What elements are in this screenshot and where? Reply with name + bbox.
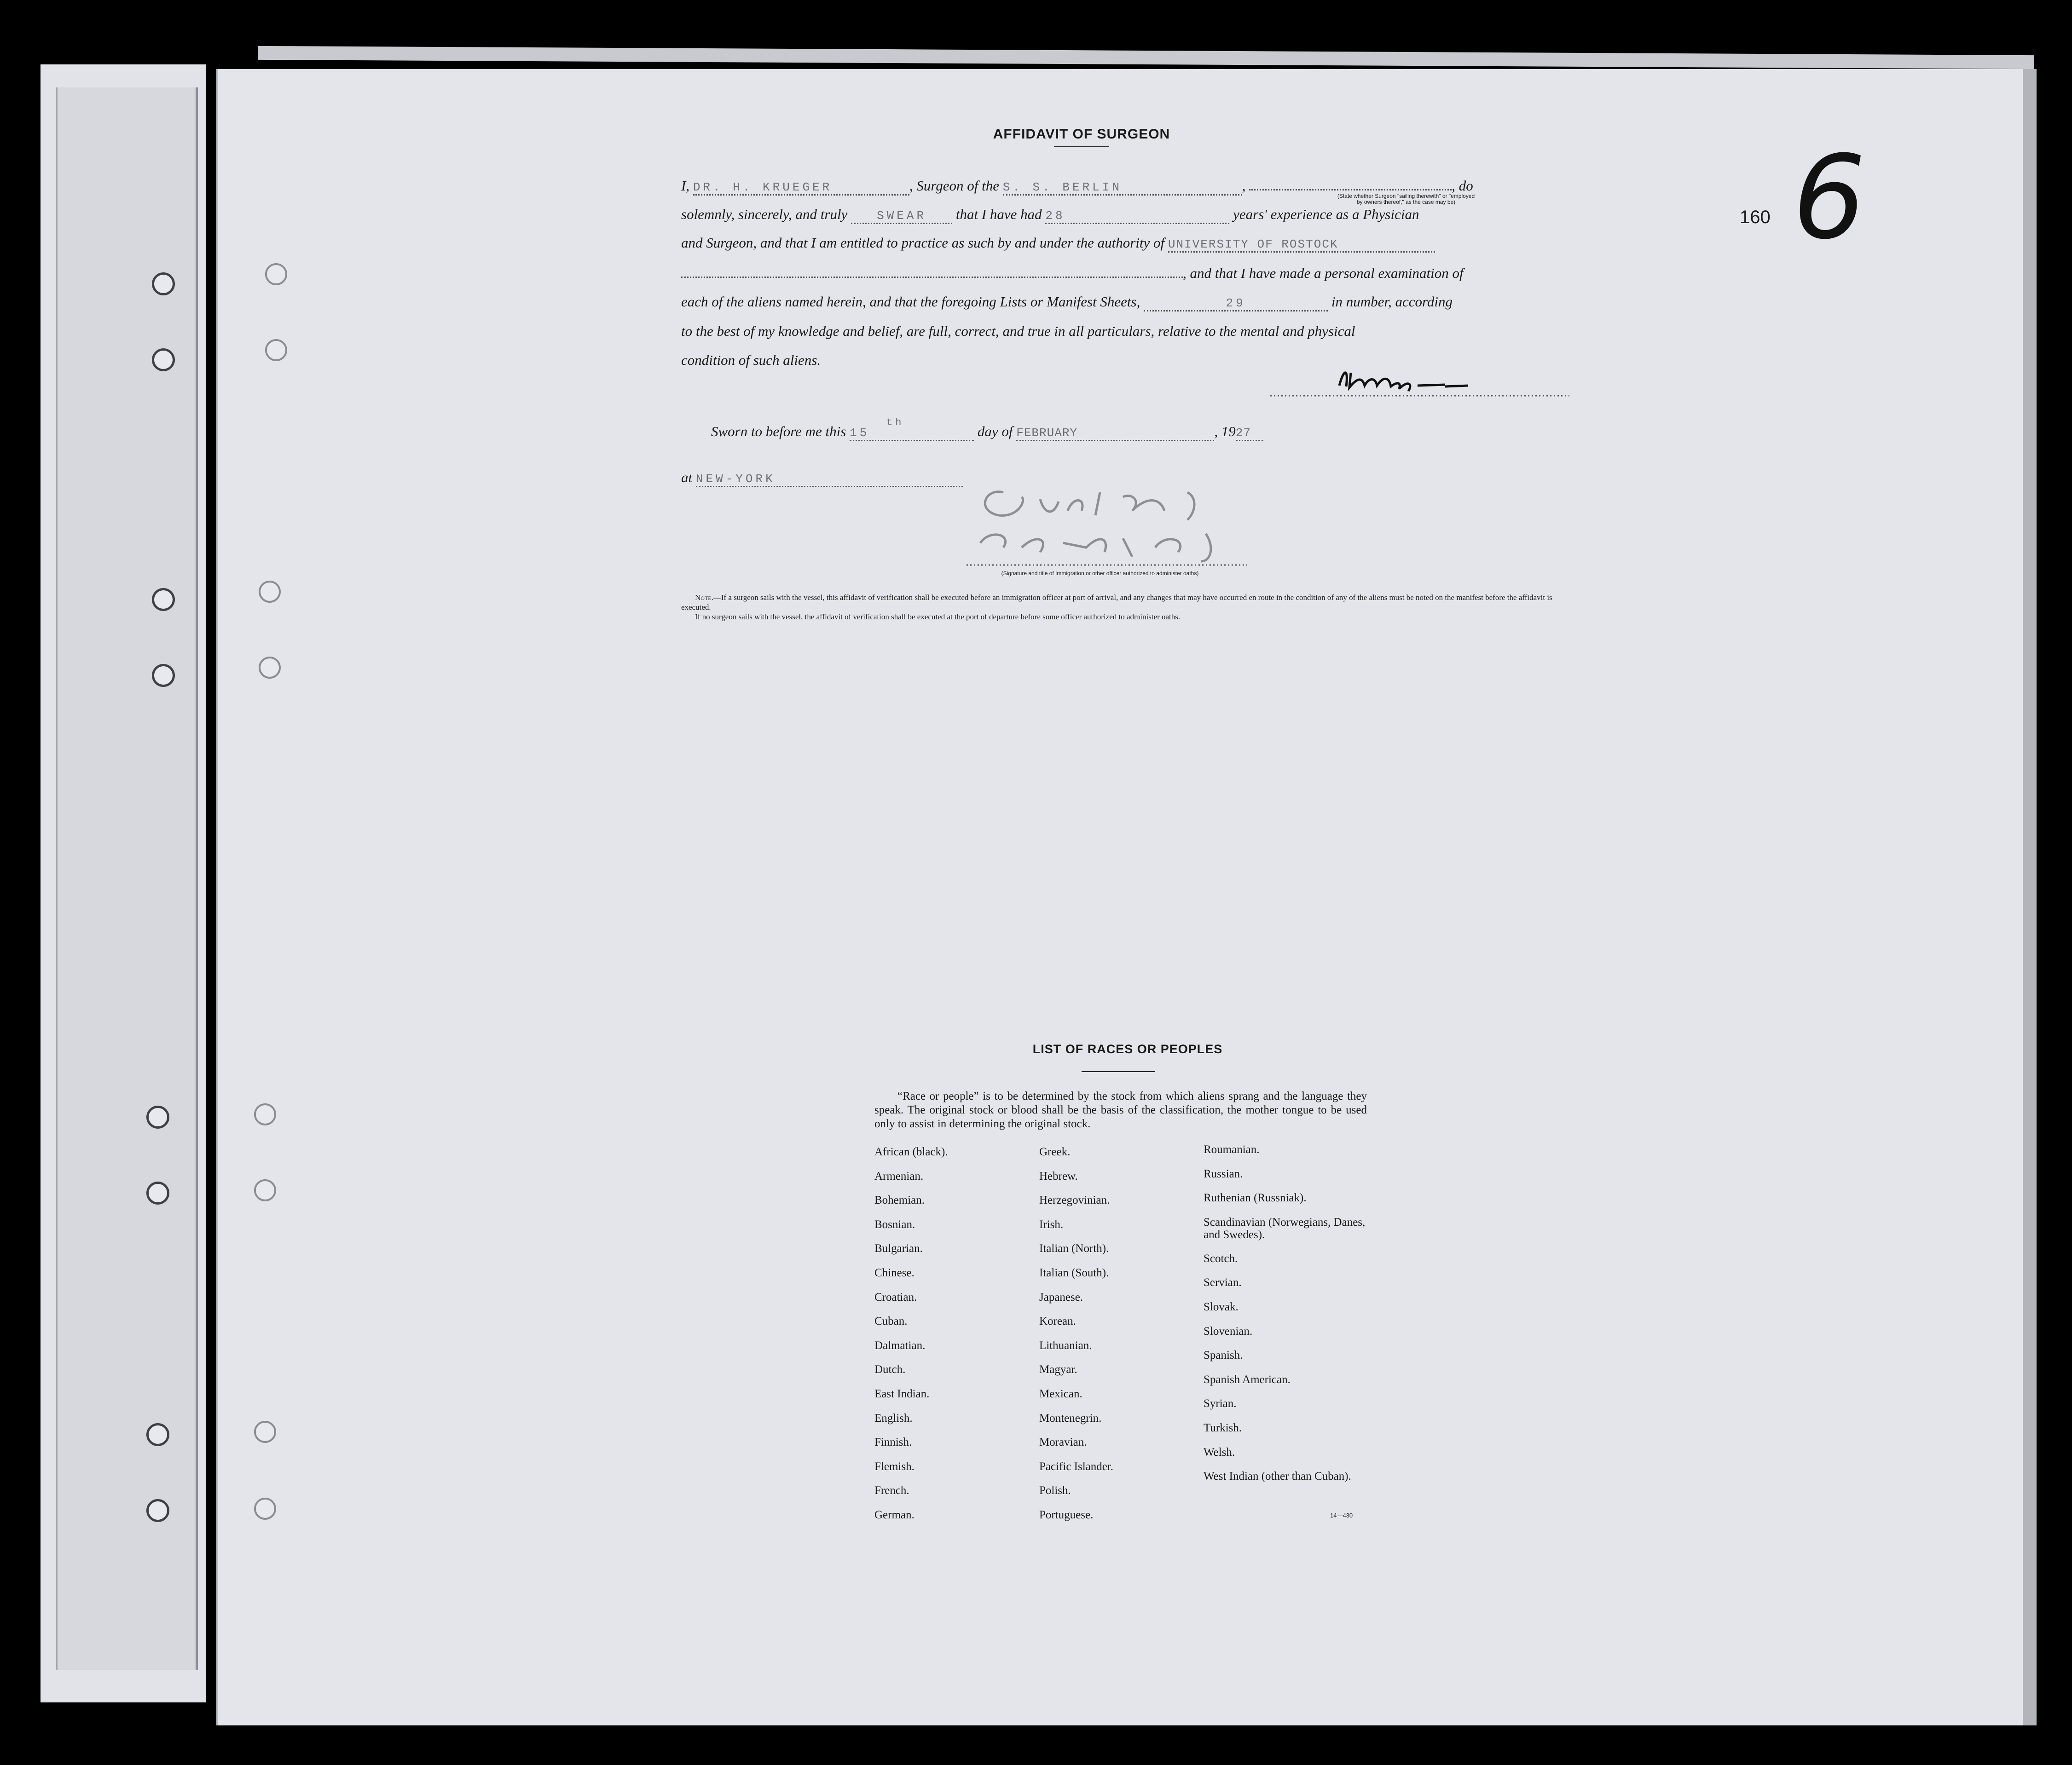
race-item: Herzegovinian. (1039, 1194, 1110, 1207)
race-item: Servian. (1204, 1276, 1242, 1289)
binder-hole (152, 664, 175, 687)
race-item: Bohemian. (874, 1194, 925, 1207)
sworn-line: Sworn to before me this 15 th day of FEBRUARY , 1927 (711, 423, 1263, 441)
race-item: Italian (South). (1039, 1266, 1109, 1279)
affidavit-heading: AFFIDAVIT OF SURGEON (993, 127, 1170, 142)
affidavit-line-7: condition of such aliens. (681, 352, 821, 368)
race-item: Spanish. (1204, 1349, 1243, 1362)
race-item: Greek. (1039, 1146, 1071, 1158)
sworn-place-line: at NEW-YORK (681, 469, 963, 487)
races-col-1 (874, 1146, 1022, 1533)
races-col-3 (1204, 1143, 1374, 1498)
race-item: Russian. (1204, 1167, 1243, 1180)
sworn-place: NEW-YORK (696, 472, 963, 487)
surgeon-name: DR. H. KRUEGER (693, 180, 909, 196)
surgeon-signature (1270, 363, 1569, 400)
binder-hole (152, 348, 175, 371)
race-item: Welsh. (1204, 1446, 1235, 1459)
race-item: Scandinavian (Norwegians, Danes, and Swedes). (1204, 1216, 1366, 1241)
race-item: Scotch. (1204, 1252, 1238, 1265)
race-item: German. (874, 1508, 914, 1521)
race-item: Mexican. (1039, 1387, 1082, 1400)
race-item: Cuban. (874, 1315, 908, 1328)
binder-hole (152, 272, 175, 295)
race-item: Korean. (1039, 1315, 1076, 1328)
binder-hole (259, 657, 281, 679)
race-item: Flemish. (874, 1460, 914, 1473)
surgeon-status-note: (State whether Surgeon "sailing therewith" or "employed by owners thereof," as the case may be) (1337, 193, 1475, 205)
races-heading-rule (1082, 1071, 1155, 1072)
race-item: Slovak. (1204, 1300, 1239, 1313)
page-stack-top (258, 46, 2034, 69)
binder-hole (146, 1106, 169, 1129)
races-intro: “Race or people” is to be determined by the stock from which aliens sprang and the language they speak. The original stock or blood shall be the basis of the classification, the mother tongue to be used only to assist in determining the original stock. (874, 1090, 1367, 1130)
affidavit-line-5: each of the aliens named herein, and that the foregoing Lists or Manifest Sheets, 29 in number, according (681, 294, 1453, 311)
sworn-year: 27 (1236, 426, 1263, 441)
races-heading: LIST OF RACES OR PEOPLES (1032, 1042, 1223, 1056)
binder-edge (56, 87, 198, 1670)
race-item: Slovenian. (1204, 1325, 1253, 1338)
affidavit-line-2: solemnly, sincerely, and truly SWEAR that I have had 28 years' experience as a Physician (681, 206, 1419, 224)
race-item: English. (874, 1412, 913, 1425)
binder-hole (146, 1182, 169, 1205)
race-item: Magyar. (1039, 1363, 1077, 1376)
race-item: Roumanian. (1204, 1143, 1260, 1156)
race-item: Japanese. (1039, 1291, 1083, 1304)
ship-name: S. S. BERLIN (1003, 180, 1242, 196)
race-item: Irish. (1039, 1218, 1064, 1231)
page-number: 160 (1740, 207, 1771, 227)
race-item: East Indian. (874, 1387, 930, 1400)
affidavit-line-6: to the best of my knowledge and belief, are full, correct, and true in all particulars, relative to the mental and physical (681, 323, 1355, 339)
form-number: 14—430 (1330, 1512, 1353, 1519)
binder-hole (254, 1179, 276, 1201)
race-item: Lithuanian. (1039, 1339, 1092, 1352)
sworn-day: 15 th (850, 426, 974, 441)
heading-rule (1054, 146, 1109, 147)
binder-hole (265, 263, 287, 285)
race-item: Dalmatian. (874, 1339, 926, 1352)
sworn-month: FEBRUARY (1016, 426, 1214, 441)
binder-hole (146, 1499, 169, 1522)
race-item: Spanish American. (1204, 1373, 1291, 1386)
affidavit-line-3: and Surgeon, and that I am entitled to practice as such by and under the authority of UNIVERSITY OF ROSTOCK (681, 235, 1435, 253)
binder-hole (254, 1103, 276, 1125)
race-item: Polish. (1039, 1484, 1071, 1497)
race-item: Croatian. (874, 1291, 917, 1304)
race-item: Portuguese. (1039, 1508, 1094, 1521)
binder-hole (259, 581, 281, 603)
race-item: Pacific Islander. (1039, 1460, 1114, 1473)
binder-hole (254, 1498, 276, 1520)
affidavit-line-1: I, DR. H. KRUEGER , Surgeon of the S. S. BERLIN , , do (681, 177, 1473, 196)
races-col-2 (1039, 1146, 1196, 1533)
officer-signature (948, 479, 1247, 571)
race-item: Finnish. (874, 1436, 912, 1449)
race-item: Turkish. (1204, 1421, 1242, 1434)
race-item: Chinese. (874, 1266, 914, 1279)
page-stack-right-edge (2023, 69, 2037, 1725)
race-item: Ruthenian (Russniak). (1204, 1192, 1307, 1205)
binder-hole (146, 1423, 169, 1446)
binder-hole (152, 588, 175, 611)
affidavit-line-4: , and that I have made a personal examination of (681, 265, 1464, 282)
race-item: Bulgarian. (874, 1242, 923, 1255)
race-item: French. (874, 1484, 909, 1497)
race-item: Italian (North). (1039, 1242, 1109, 1255)
oath-verb: SWEAR (851, 209, 952, 224)
race-item: Syrian. (1204, 1397, 1237, 1410)
race-item: Dutch. (874, 1363, 906, 1376)
race-item: Moravian. (1039, 1436, 1087, 1449)
authority: UNIVERSITY OF ROSTOCK (1168, 237, 1435, 253)
binder-hole (265, 339, 287, 361)
race-item: Armenian. (874, 1170, 924, 1182)
race-item: Montenegrin. (1039, 1412, 1102, 1425)
affidavit-note-1: Note.—If a surgeon sails with the vessel, this affidavit of verification shall be executed before an immigration officer at port of arrival, and any changes that may have occurred en route in the condition of any of the aliens must be noted on the manifest before the affidavit is executed. (681, 593, 1552, 611)
sheet-count: 29 (1144, 296, 1328, 311)
race-item: Hebrew. (1039, 1170, 1078, 1182)
race-item: African (black). (874, 1146, 948, 1158)
years-experience: 28 (1045, 209, 1229, 224)
binder-hole (254, 1421, 276, 1443)
race-item: West Indian (other than Cuban). (1204, 1470, 1351, 1483)
affidavit-note-2: If no surgeon sails with the vessel, the affidavit of verification shall be executed at the port of departure before some officer authorized to administer oaths. (695, 612, 1181, 621)
officer-caption: (Signature and title of Immigration or other officer authorized to administer oaths) (1001, 570, 1199, 577)
race-item: Bosnian. (874, 1218, 915, 1231)
handwritten-sheet-number: 6 (1793, 131, 1866, 265)
